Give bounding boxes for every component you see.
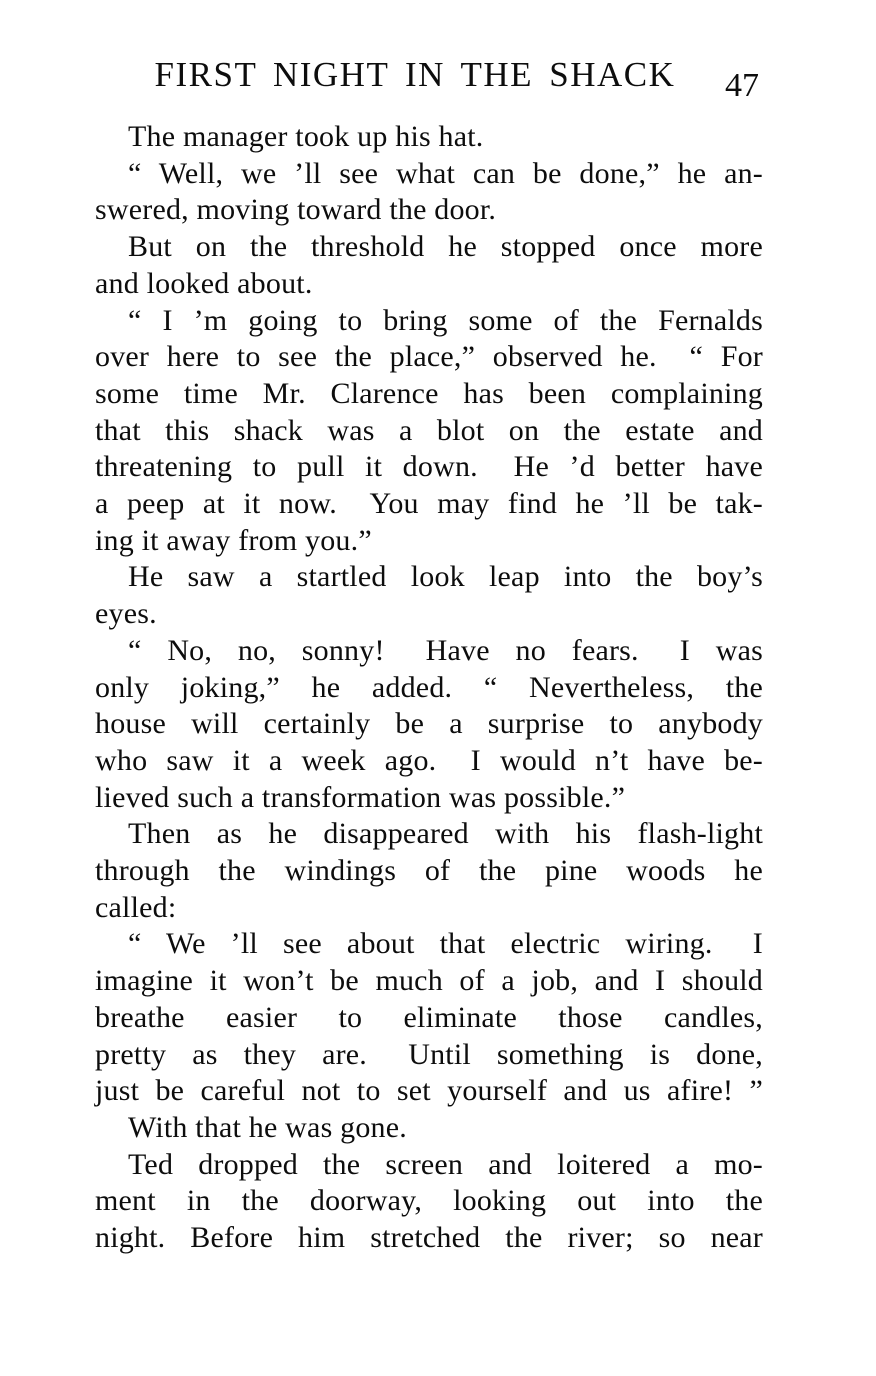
text-line: only joking,” he added. “ Nevertheless, the — [95, 670, 763, 704]
text-line: that this shack was a blot on the estate and — [95, 413, 763, 447]
text-line: through the windings of the pine woods he — [95, 854, 763, 888]
text-line: ment in the doorway, looking out into the — [95, 1184, 763, 1218]
text-line: But on the threshold he stopped once more — [128, 230, 763, 264]
text-line: imagine it won’t be much of a job, and I should — [95, 964, 763, 998]
text-line: called: — [95, 890, 177, 924]
text-line: breathe easier to eliminate those candles, — [95, 1000, 763, 1034]
running-head — [95, 55, 763, 104]
page-number: 47 — [725, 67, 759, 104]
text-line: pretty as they are. Until something is done, — [95, 1037, 763, 1071]
text-line: and looked about. — [95, 266, 313, 300]
text-line: “ I ’m going to bring some of the Fernalds — [128, 303, 763, 337]
text-line: ing it away from you.” — [95, 523, 372, 557]
chapter-title: FIRST NIGHT IN THE SHACK — [154, 55, 676, 94]
text-line: eyes. — [95, 597, 157, 631]
text-line: Then as he disappeared with his flash-light — [128, 817, 763, 851]
text-line: “ We ’ll see about that electric wiring. I — [128, 927, 763, 961]
text-line: swered, moving toward the door. — [95, 193, 497, 227]
text-line: lieved such a transformation was possible.” — [95, 780, 626, 814]
text-line: over here to see the place,” observed he. “ For — [95, 340, 763, 374]
text-line: a peep at it now. You may find he ’ll be tak- — [95, 487, 763, 521]
text-line: some time Mr. Clarence has been complaining — [95, 376, 763, 410]
text-line: house will certainly be a surprise to anybody — [95, 707, 763, 741]
text-column — [95, 119, 763, 1257]
text-line: The manager took up his hat. — [128, 120, 484, 153]
text-line: night. Before him stretched the river; so near — [95, 1221, 763, 1255]
text-line: threatening to pull it down. He ’d better have — [95, 450, 763, 484]
text-line: With that he was gone. — [128, 1110, 407, 1144]
text-line: Ted dropped the screen and loitered a mo- — [128, 1147, 763, 1181]
text-line: “ Well, we ’ll see what can be done,” he an- — [128, 156, 763, 190]
text-line: He saw a startled look leap into the boy’s — [128, 560, 763, 594]
text-line: who saw it a week ago. I would n’t have be- — [95, 743, 763, 777]
text-line: just be careful not to set yourself and us afire! ” — [95, 1074, 763, 1108]
text-line: “ No, no, sonny! Have no fears. I was — [128, 633, 763, 667]
